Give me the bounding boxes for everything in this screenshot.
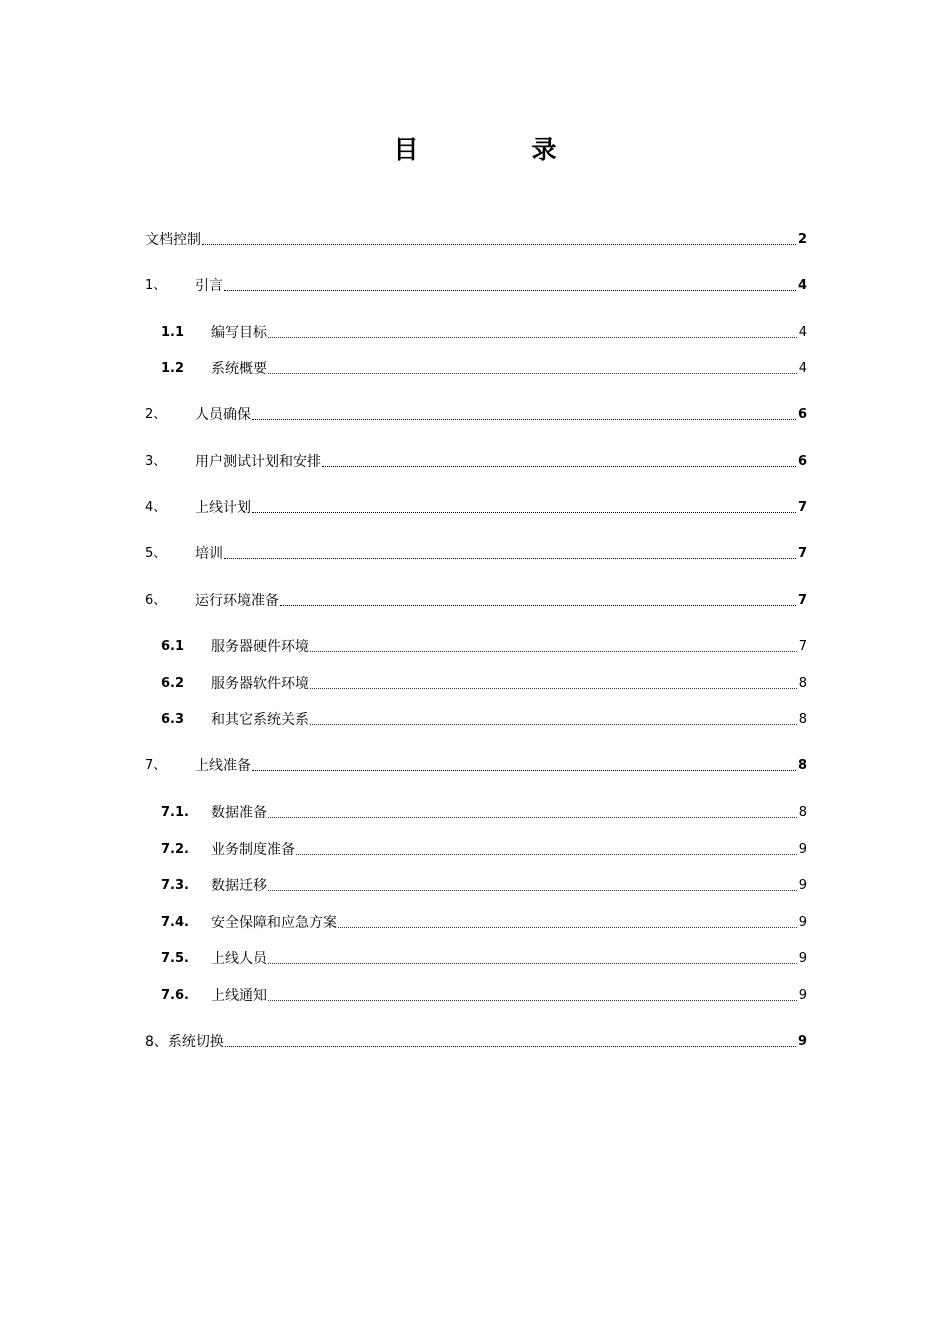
- toc-entry-page-number: 4: [798, 325, 807, 340]
- toc-dot-leader: [268, 889, 797, 891]
- toc-entry-page-number: 4: [798, 361, 807, 376]
- toc-dot-leader: [268, 962, 797, 964]
- toc-entry-page-number: 9: [798, 842, 807, 857]
- toc-entry-page-number: 8: [798, 676, 807, 691]
- toc-entry-page-number: 9: [798, 988, 807, 1003]
- toc-entry-title: 服务器软件环境: [211, 676, 309, 692]
- toc-entry-page-number: 6: [797, 407, 807, 422]
- toc-entry-title: 服务器硬件环境: [211, 639, 309, 655]
- toc-entry-page-number: 9: [798, 915, 807, 930]
- toc-entry-page-number: 7: [797, 500, 807, 515]
- toc-dot-leader: [224, 289, 796, 291]
- toc-entry-title: 引言: [195, 278, 223, 294]
- toc-entry-number: 5、: [145, 546, 167, 561]
- toc-entry[interactable]: [145, 542, 807, 564]
- toc-entry[interactable]: [145, 635, 807, 657]
- toc-entry-number: 6.2: [161, 676, 185, 691]
- toc-dot-leader: [310, 687, 797, 689]
- toc-entry-page-number: 9: [797, 1034, 807, 1049]
- toc-entry[interactable]: [145, 672, 807, 694]
- toc-entry[interactable]: [145, 321, 807, 343]
- toc-title: 目 录: [393, 135, 601, 164]
- toc-entry-page-number: 7: [797, 546, 807, 561]
- toc-entry-title: 数据迁移: [211, 878, 267, 894]
- toc-entry-number: 1、: [145, 278, 167, 293]
- toc-entry[interactable]: [145, 754, 807, 776]
- toc-entry-page-number: 9: [798, 951, 807, 966]
- toc-dot-leader: [268, 372, 797, 374]
- toc-entry-title: 安全保障和应急方案: [211, 915, 337, 931]
- toc-entry-number: 1.1: [161, 325, 185, 340]
- toc-entry-title: 用户测试计划和安排: [195, 454, 321, 470]
- toc-entry[interactable]: [145, 947, 807, 969]
- toc-entry-title: 业务制度准备: [211, 842, 295, 858]
- toc-entry-page-number: 7: [798, 639, 807, 654]
- toc-dot-leader: [322, 465, 796, 467]
- toc-dot-leader: [252, 769, 796, 771]
- toc-entry-page-number: 8: [798, 805, 807, 820]
- toc-dot-leader: [268, 816, 797, 818]
- toc-entry-title: 上线通知: [211, 988, 267, 1004]
- toc-entry-title: 编写目标: [211, 325, 267, 341]
- toc-dot-leader: [310, 650, 797, 652]
- toc-entry-number: 7.2.: [161, 842, 189, 857]
- toc-entry-title: 数据准备: [211, 805, 267, 821]
- toc-dot-leader: [268, 336, 797, 338]
- toc-entry[interactable]: [145, 874, 807, 896]
- toc-entry-number: 4、: [145, 500, 167, 515]
- toc-entry-page-number: 6: [797, 454, 807, 469]
- toc-dot-leader: [252, 511, 796, 513]
- toc-entry-number: 6.1: [161, 639, 185, 654]
- toc-dot-leader: [224, 557, 796, 559]
- toc-entry-page-number: 2: [797, 232, 807, 247]
- toc-entry-title: 系统概要: [211, 361, 267, 377]
- toc-entry-number: 7.5.: [161, 951, 189, 966]
- toc-entry-title: 人员确保: [195, 407, 251, 423]
- toc-entry-number: 7.1.: [161, 805, 189, 820]
- toc-entry[interactable]: [145, 838, 807, 860]
- toc-entry-number: 7、: [145, 758, 167, 773]
- toc-entry-number: 1.2: [161, 361, 185, 376]
- toc-entry[interactable]: [145, 450, 807, 472]
- toc-entry-number: 6、: [145, 593, 167, 608]
- toc-entry-number: 7.6.: [161, 988, 189, 1003]
- toc-dot-leader: [268, 999, 797, 1001]
- toc-entry[interactable]: [145, 357, 807, 379]
- toc-entry[interactable]: [145, 801, 807, 823]
- toc-entry-page-number: 8: [798, 712, 807, 727]
- toc-entry-page-number: 4: [797, 278, 807, 293]
- toc-entry-title: 上线计划: [195, 500, 251, 516]
- toc-entry-page-number: 9: [798, 878, 807, 893]
- toc-entry[interactable]: [145, 403, 807, 425]
- toc-entry-number: 2、: [145, 407, 167, 422]
- toc-entry-number: 3、: [145, 454, 167, 469]
- toc-entry-title: 文档控制: [145, 232, 201, 248]
- toc-entry[interactable]: [145, 984, 807, 1006]
- toc-entry[interactable]: [145, 496, 807, 518]
- toc-dot-leader: [310, 723, 797, 725]
- toc-dot-leader: [296, 853, 797, 855]
- toc-entry-title: 和其它系统关系: [211, 712, 309, 728]
- toc-entry-page-number: 7: [797, 593, 807, 608]
- toc-entry-number: 6.3: [161, 712, 185, 727]
- toc-dot-leader: [280, 604, 796, 606]
- toc-entry[interactable]: [145, 911, 807, 933]
- toc-dot-leader: [338, 926, 797, 928]
- toc-entry[interactable]: [145, 1030, 807, 1052]
- toc-dot-leader: [252, 418, 796, 420]
- toc-dot-leader: [202, 243, 796, 245]
- toc-entry-number: 7.4.: [161, 915, 189, 930]
- toc-entry-number: 7.3.: [161, 878, 189, 893]
- toc-dot-leader: [225, 1045, 796, 1047]
- toc-entry-title: 8、系统切换: [145, 1034, 224, 1050]
- toc-entry-page-number: 8: [797, 758, 807, 773]
- toc-entry[interactable]: [145, 589, 807, 611]
- toc-entry-title: 运行环境准备: [195, 593, 279, 609]
- toc-entry-title: 培训: [195, 546, 223, 562]
- toc-entry[interactable]: [145, 228, 807, 250]
- toc-entry-title: 上线人员: [211, 951, 267, 967]
- toc-entry[interactable]: [145, 274, 807, 296]
- toc-entry[interactable]: [145, 708, 807, 730]
- toc-entry-title: 上线准备: [195, 758, 251, 774]
